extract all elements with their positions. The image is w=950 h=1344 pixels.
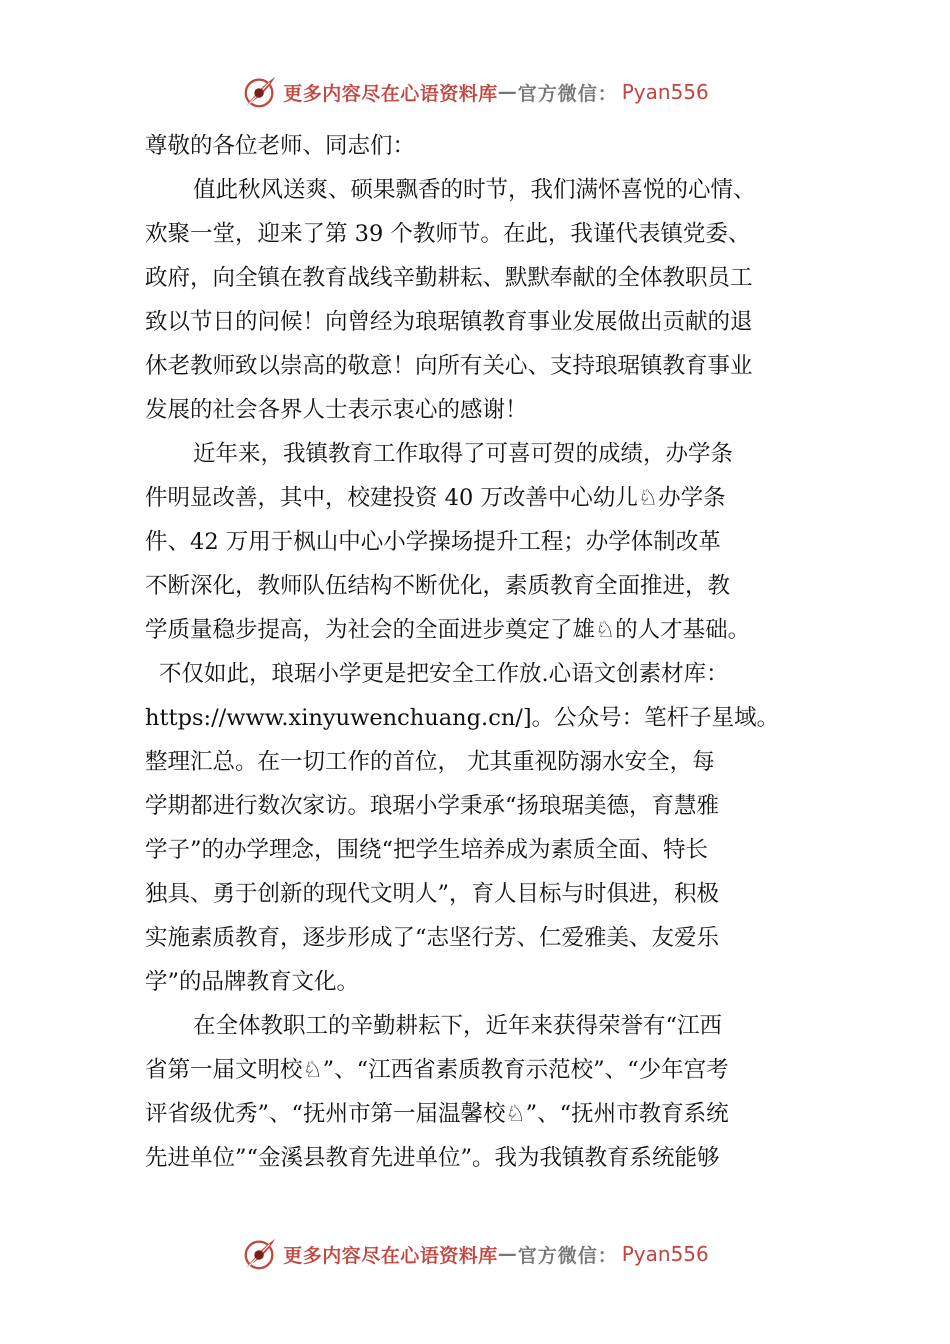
- text-line: 欢聚一堂，迎来了第 39 个教师节。在此，我谨代表镇党委、: [145, 221, 751, 247]
- feather-pen-logo-icon: [241, 73, 279, 111]
- banner-wechat-label: 官方微信：: [517, 1244, 618, 1267]
- text-line: 在全体教职工的辛勤耕耘下，近年来获得荣誉有“江西: [193, 1013, 723, 1039]
- text-line: 学子”的办学理念，围绕“把学生培养成为素质全面、特长: [145, 837, 709, 863]
- text-line: 发展的社会各界人士表示衷心的感谢！: [145, 397, 528, 423]
- text-line: 致以节日的问候！向曾经为琅琚镇教育事业发展做出贡献的退: [145, 309, 753, 335]
- text-line: 学”的品牌教育文化。: [145, 969, 360, 995]
- banner-dash: —: [497, 81, 518, 103]
- banner-wechat-id: Pyan556: [621, 1242, 709, 1266]
- text-line: 不断深化，教师队伍结构不断优化，素质教育全面推进，教: [145, 573, 731, 599]
- text-line: 学质量稳步提高，为社会的全面进步奠定了雄♘的人才基础。: [145, 617, 751, 643]
- document-body: [145, 124, 825, 1180]
- text-line: 整理汇总。在一切工作的首位， 尤其重视防溺水安全，每: [145, 749, 715, 775]
- text-line: 值此秋风送爽、硕果飘香的时节，我们满怀喜悦的心情、: [193, 177, 756, 203]
- header-banner: [0, 70, 950, 114]
- banner-wechat-id: Pyan556: [621, 80, 709, 104]
- text-line: 休老教师致以崇高的敬意！向所有关心、支持琅琚镇教育事业: [145, 353, 753, 379]
- text-line: 件、42 万用于枫山中心小学操场提升工程；办学体制改革: [145, 529, 721, 555]
- salutation-line: 尊敬的各位老师、同志们：: [145, 133, 416, 159]
- banner-wechat-label: 官方微信：: [517, 82, 618, 105]
- text-line: 政府，向全镇在教育战线辛勤耕耘、默默奉献的全体教职员工: [145, 265, 753, 291]
- text-line: 省第一届文明校♘”、“江西省素质教育示范校”、“少年宫考: [145, 1057, 729, 1083]
- feather-pen-logo-icon: [241, 1235, 279, 1273]
- banner-title: 更多内容尽在心语资料库: [283, 1244, 498, 1267]
- banner-title: 更多内容尽在心语资料库: [283, 82, 498, 105]
- text-line: 件明显改善，其中，校建投资 40 万改善中心幼儿♘办学条: [145, 485, 726, 511]
- text-line: 评省级优秀”、“抚州市第一届温馨校♘”、“抚州市教育系统: [145, 1101, 729, 1127]
- banner-dash: —: [497, 1243, 518, 1265]
- text-line: 实施素质教育，逐步形成了“志坚行芳、仁爱雅美、友爱乐: [145, 925, 720, 951]
- text-line: 不仅如此，琅琚小学更是把安全工作放.心语文创素材库：: [159, 661, 729, 687]
- footer-banner: [0, 1232, 950, 1276]
- text-line: 学期都进行数次家访。琅琚小学秉承“扬琅琚美德，育慧雅: [145, 793, 720, 819]
- url-line: https://www.xinyuwenchuang.cn/]。公众号：笔杆子星域。: [145, 705, 780, 731]
- text-line: 近年来，我镇教育工作取得了可喜可贺的成绩，办学条: [193, 441, 734, 467]
- text-line: 独具、勇于创新的现代文明人”，育人目标与时俱进，积极: [145, 881, 720, 907]
- text-line: 先进单位”“金溪县教育先进单位”。我为我镇教育系统能够: [145, 1145, 720, 1171]
